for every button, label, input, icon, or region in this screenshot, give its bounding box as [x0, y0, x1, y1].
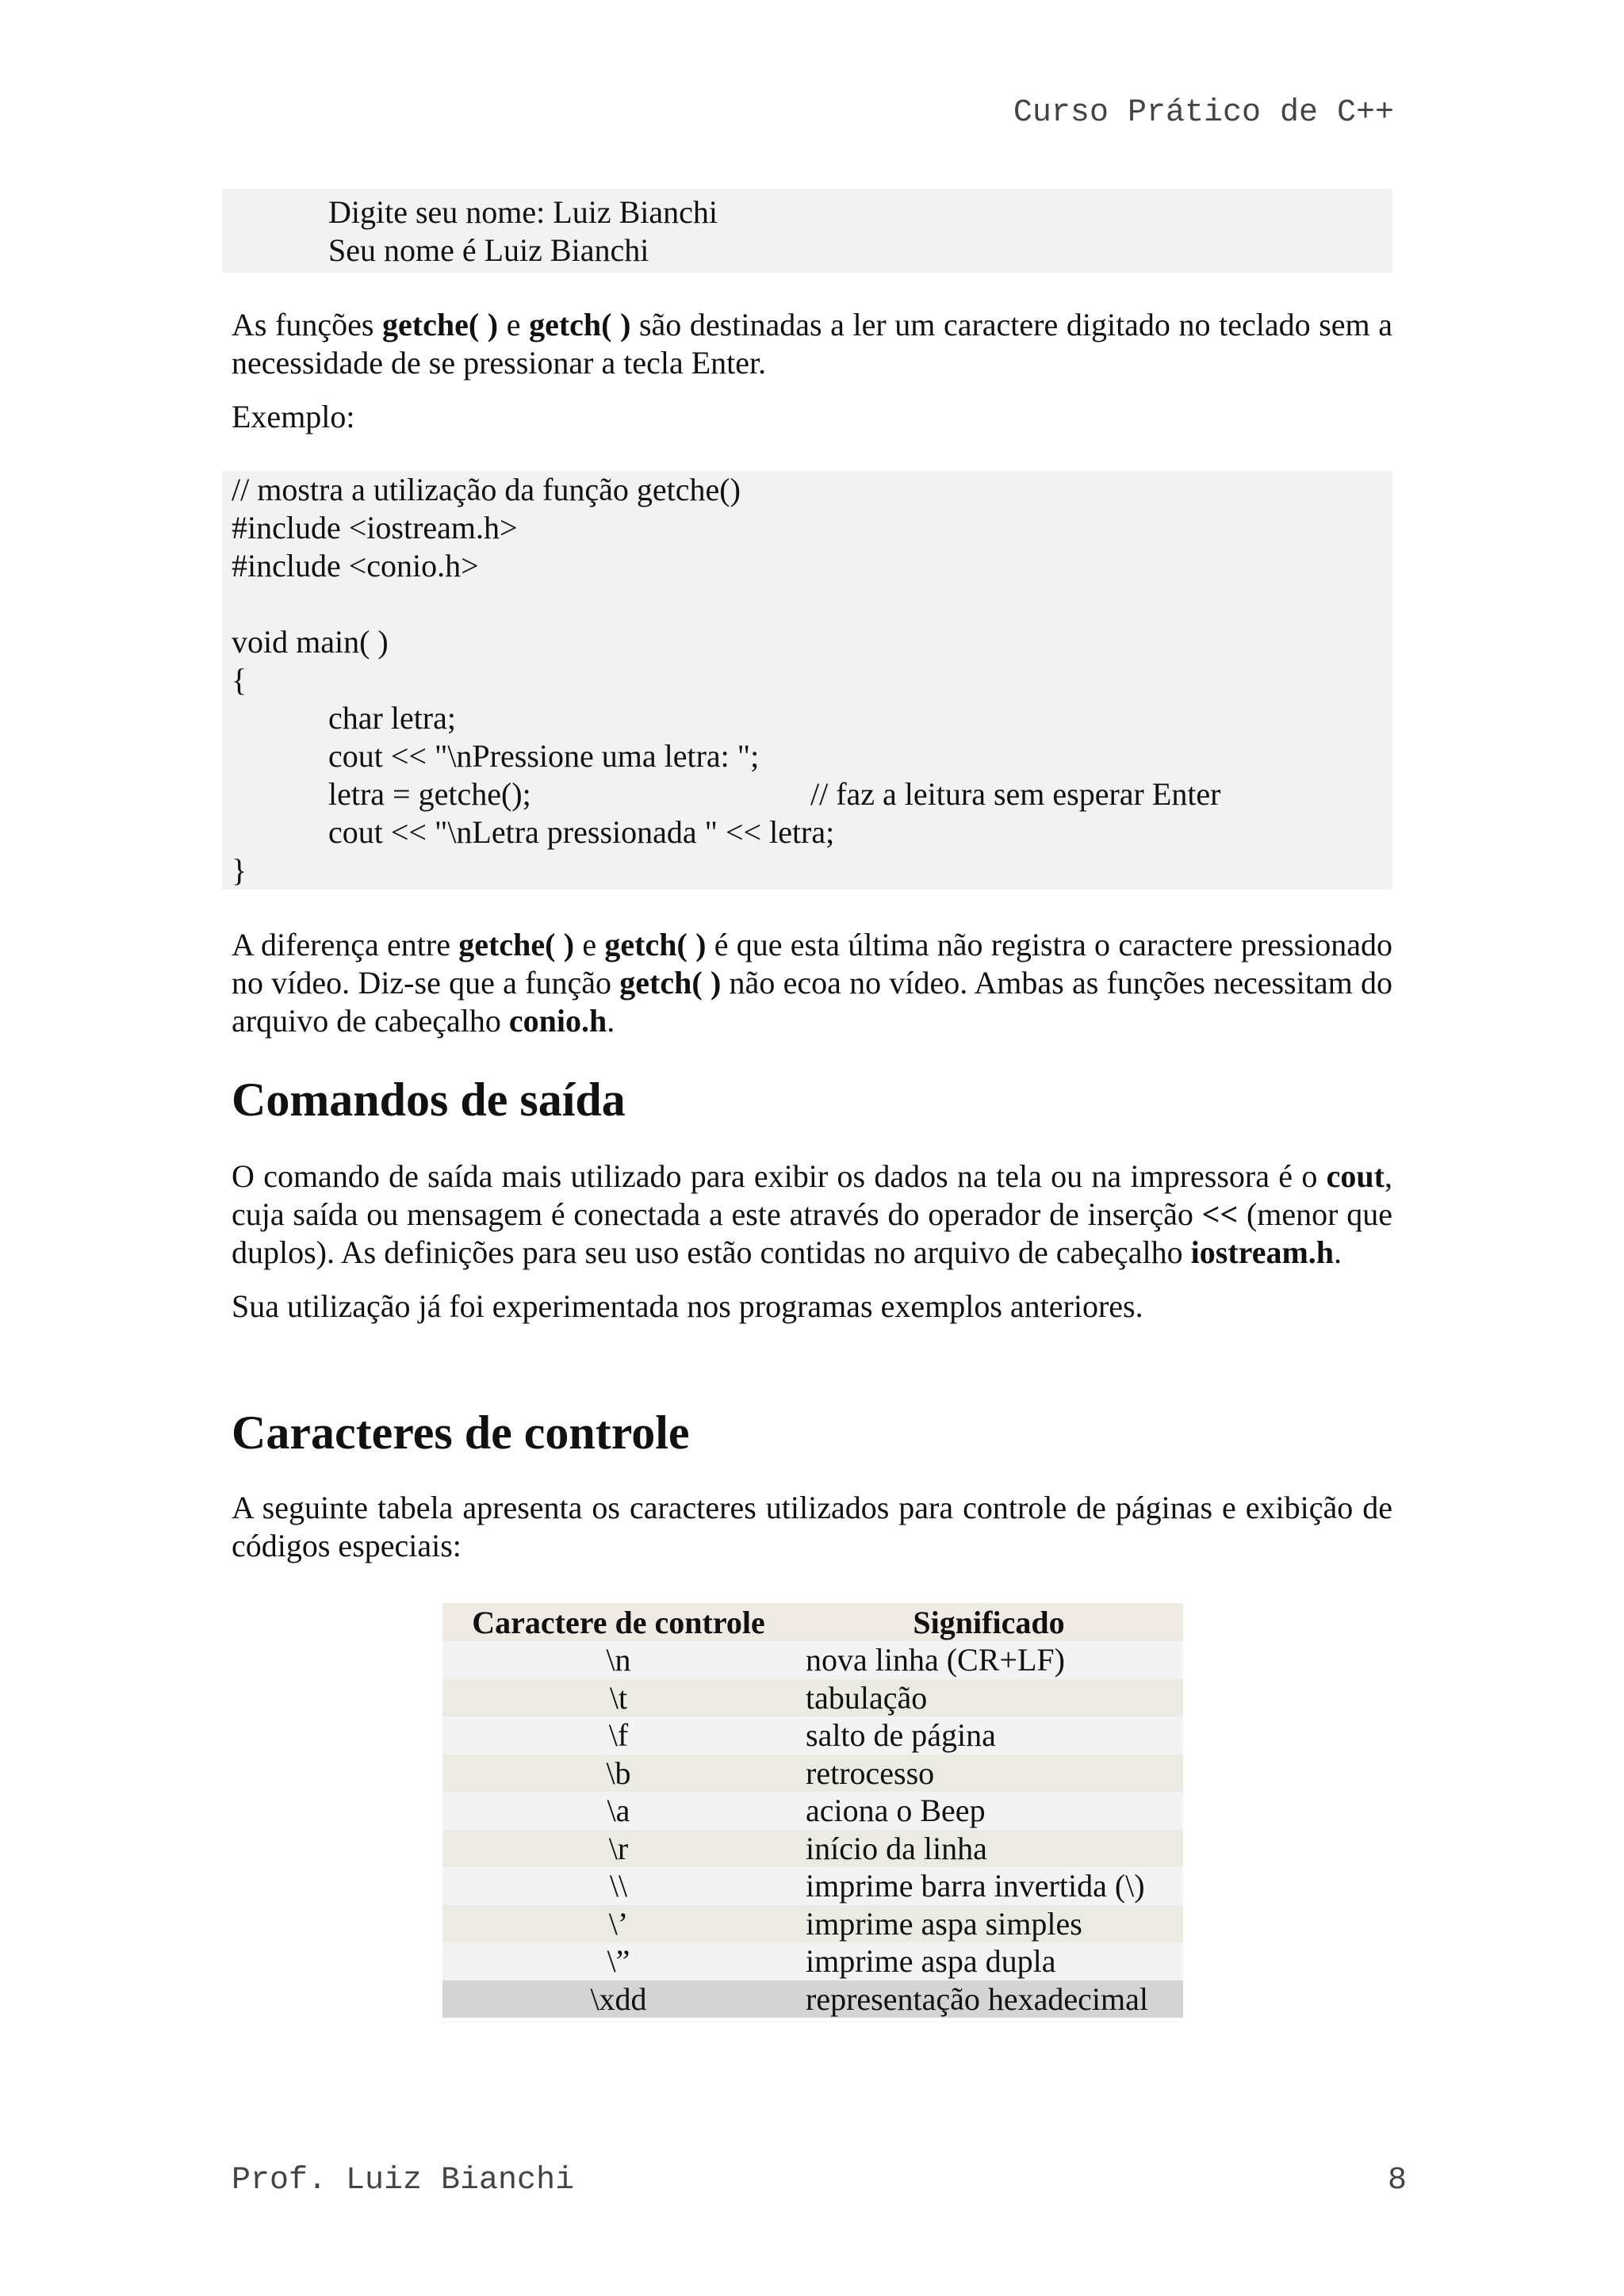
column-header: Caractere de controle: [442, 1603, 795, 1641]
page-content: [232, 189, 1392, 2018]
paragraph-difference: [232, 926, 1392, 1040]
text-run: O comando de saída mais utilizado para exibir os dados na tela ou na impressora é o: [232, 1158, 1327, 1194]
meaning-cell: nova linha (CR+LF): [795, 1641, 1183, 1679]
running-header: Curso Prático de C++: [1013, 95, 1394, 131]
text-run: são destinadas a ler um caractere digitado no teclado sem a necessidade de se pressionar a tecla Enter.: [232, 307, 1392, 381]
code-line: char letra;: [328, 700, 456, 736]
control-code-cell: \r: [442, 1830, 795, 1868]
footer-author: Prof. Luiz Bianchi: [232, 2163, 575, 2198]
paragraph-cout: [232, 1158, 1392, 1272]
code-line: cout << "\nPressione uma letra: ";: [328, 738, 760, 774]
bold-term: cout: [1326, 1158, 1385, 1194]
control-code-cell: \xdd: [442, 1980, 795, 2019]
bold-term: getch( ): [529, 307, 631, 342]
paragraph-table-intro: A seguinte tabela apresenta os caracteres utilizados para controle de páginas e exibição de códigos especiais:: [232, 1490, 1392, 1563]
code-line: void main( ): [232, 624, 389, 660]
control-code-cell: \f: [442, 1716, 795, 1755]
bold-term: getche( ): [382, 307, 499, 342]
bold-term: getche( ): [458, 927, 575, 962]
code-line: {: [232, 662, 247, 698]
text-run: é que esta última não registra o caractere pressionado no vídeo. Diz-se que a função: [232, 927, 1393, 1001]
meaning-cell: início da linha: [795, 1830, 1183, 1868]
code-line-with-comment: [232, 775, 1392, 813]
table-header-row: [442, 1603, 1183, 1641]
text-run: .: [1334, 1234, 1342, 1270]
page-number: 8: [1387, 2163, 1407, 2198]
paragraph-getche-getch: [232, 306, 1392, 382]
bold-term: conio.h: [508, 1003, 607, 1039]
meaning-cell: representação hexadecimal: [795, 1980, 1183, 2019]
output-line: Seu nome é Luiz Bianchi: [328, 232, 649, 268]
example-label: Exemplo:: [232, 399, 355, 434]
meaning-cell: salto de página: [795, 1716, 1183, 1755]
bold-term: iostream.h: [1190, 1234, 1335, 1270]
control-code-cell: \”: [442, 1942, 795, 1980]
meaning-cell: imprime aspa simples: [795, 1905, 1183, 1943]
text-run: não ecoa no vídeo. Ambas as funções necessitam do arquivo de cabeçalho: [232, 965, 1392, 1039]
table-row: [442, 1679, 1183, 1717]
text-run: , cuja saída ou mensagem é conectada a este através do operador de inserção: [232, 1158, 1392, 1232]
meaning-cell: imprime aspa dupla: [795, 1942, 1183, 1980]
meaning-cell: tabulação: [795, 1679, 1183, 1717]
program-output-box: [222, 189, 1392, 273]
text-run: A diferença entre: [232, 927, 459, 962]
table-row: [442, 1792, 1183, 1830]
bold-term: <<: [1201, 1196, 1239, 1232]
table-row: [442, 1716, 1183, 1755]
control-code-cell: \b: [442, 1755, 795, 1793]
code-line: #include <iostream.h>: [232, 510, 518, 545]
table-row: [442, 1905, 1183, 1943]
code-line: #include <conio.h>: [232, 548, 479, 584]
code-line: }: [232, 852, 247, 888]
code-line: cout << "\nLetra pressionada " << letra;: [328, 814, 835, 850]
bold-term: getch( ): [604, 927, 707, 962]
control-code-cell: \t: [442, 1679, 795, 1717]
section-heading-output: Comandos de saída: [232, 1073, 626, 1126]
table-row: [442, 1755, 1183, 1793]
text-run: e: [498, 307, 530, 342]
code-blank-line: [232, 585, 1392, 623]
table-row: [442, 1942, 1183, 1980]
text-run: .: [607, 1003, 615, 1039]
code-statement: letra = getche();: [328, 776, 531, 812]
meaning-cell: imprime barra invertida (\): [795, 1867, 1183, 1905]
paragraph-usage: Sua utilização já foi experimentada nos programas exemplos anteriores.: [232, 1288, 1143, 1324]
code-line: // mostra a utilização da função getche(): [232, 472, 741, 507]
text-run: e: [574, 927, 605, 962]
control-code-cell: \’: [442, 1905, 795, 1943]
code-example-box: [222, 471, 1392, 890]
table-row: [442, 1980, 1183, 2019]
text-run: (menor que duplos). As definições para seu uso estão contidas no arquivo de cabeçalho: [232, 1196, 1392, 1270]
output-line: Digite seu nome: Luiz Bianchi: [328, 194, 718, 230]
code-comment: // faz a leitura sem esperar Enter: [810, 776, 1221, 812]
control-code-cell: \\: [442, 1867, 795, 1905]
control-characters-table: [442, 1603, 1183, 2018]
section-heading-control-chars: Caracteres de controle: [232, 1406, 690, 1459]
meaning-cell: retrocesso: [795, 1755, 1183, 1793]
control-code-cell: \n: [442, 1641, 795, 1679]
meaning-cell: aciona o Beep: [795, 1792, 1183, 1830]
text-run: As funções: [232, 307, 383, 342]
column-header: Significado: [795, 1603, 1183, 1641]
table-row: [442, 1641, 1183, 1679]
table-row: [442, 1867, 1183, 1905]
bold-term: getch( ): [619, 965, 722, 1001]
table-row: [442, 1830, 1183, 1868]
control-code-cell: \a: [442, 1792, 795, 1830]
